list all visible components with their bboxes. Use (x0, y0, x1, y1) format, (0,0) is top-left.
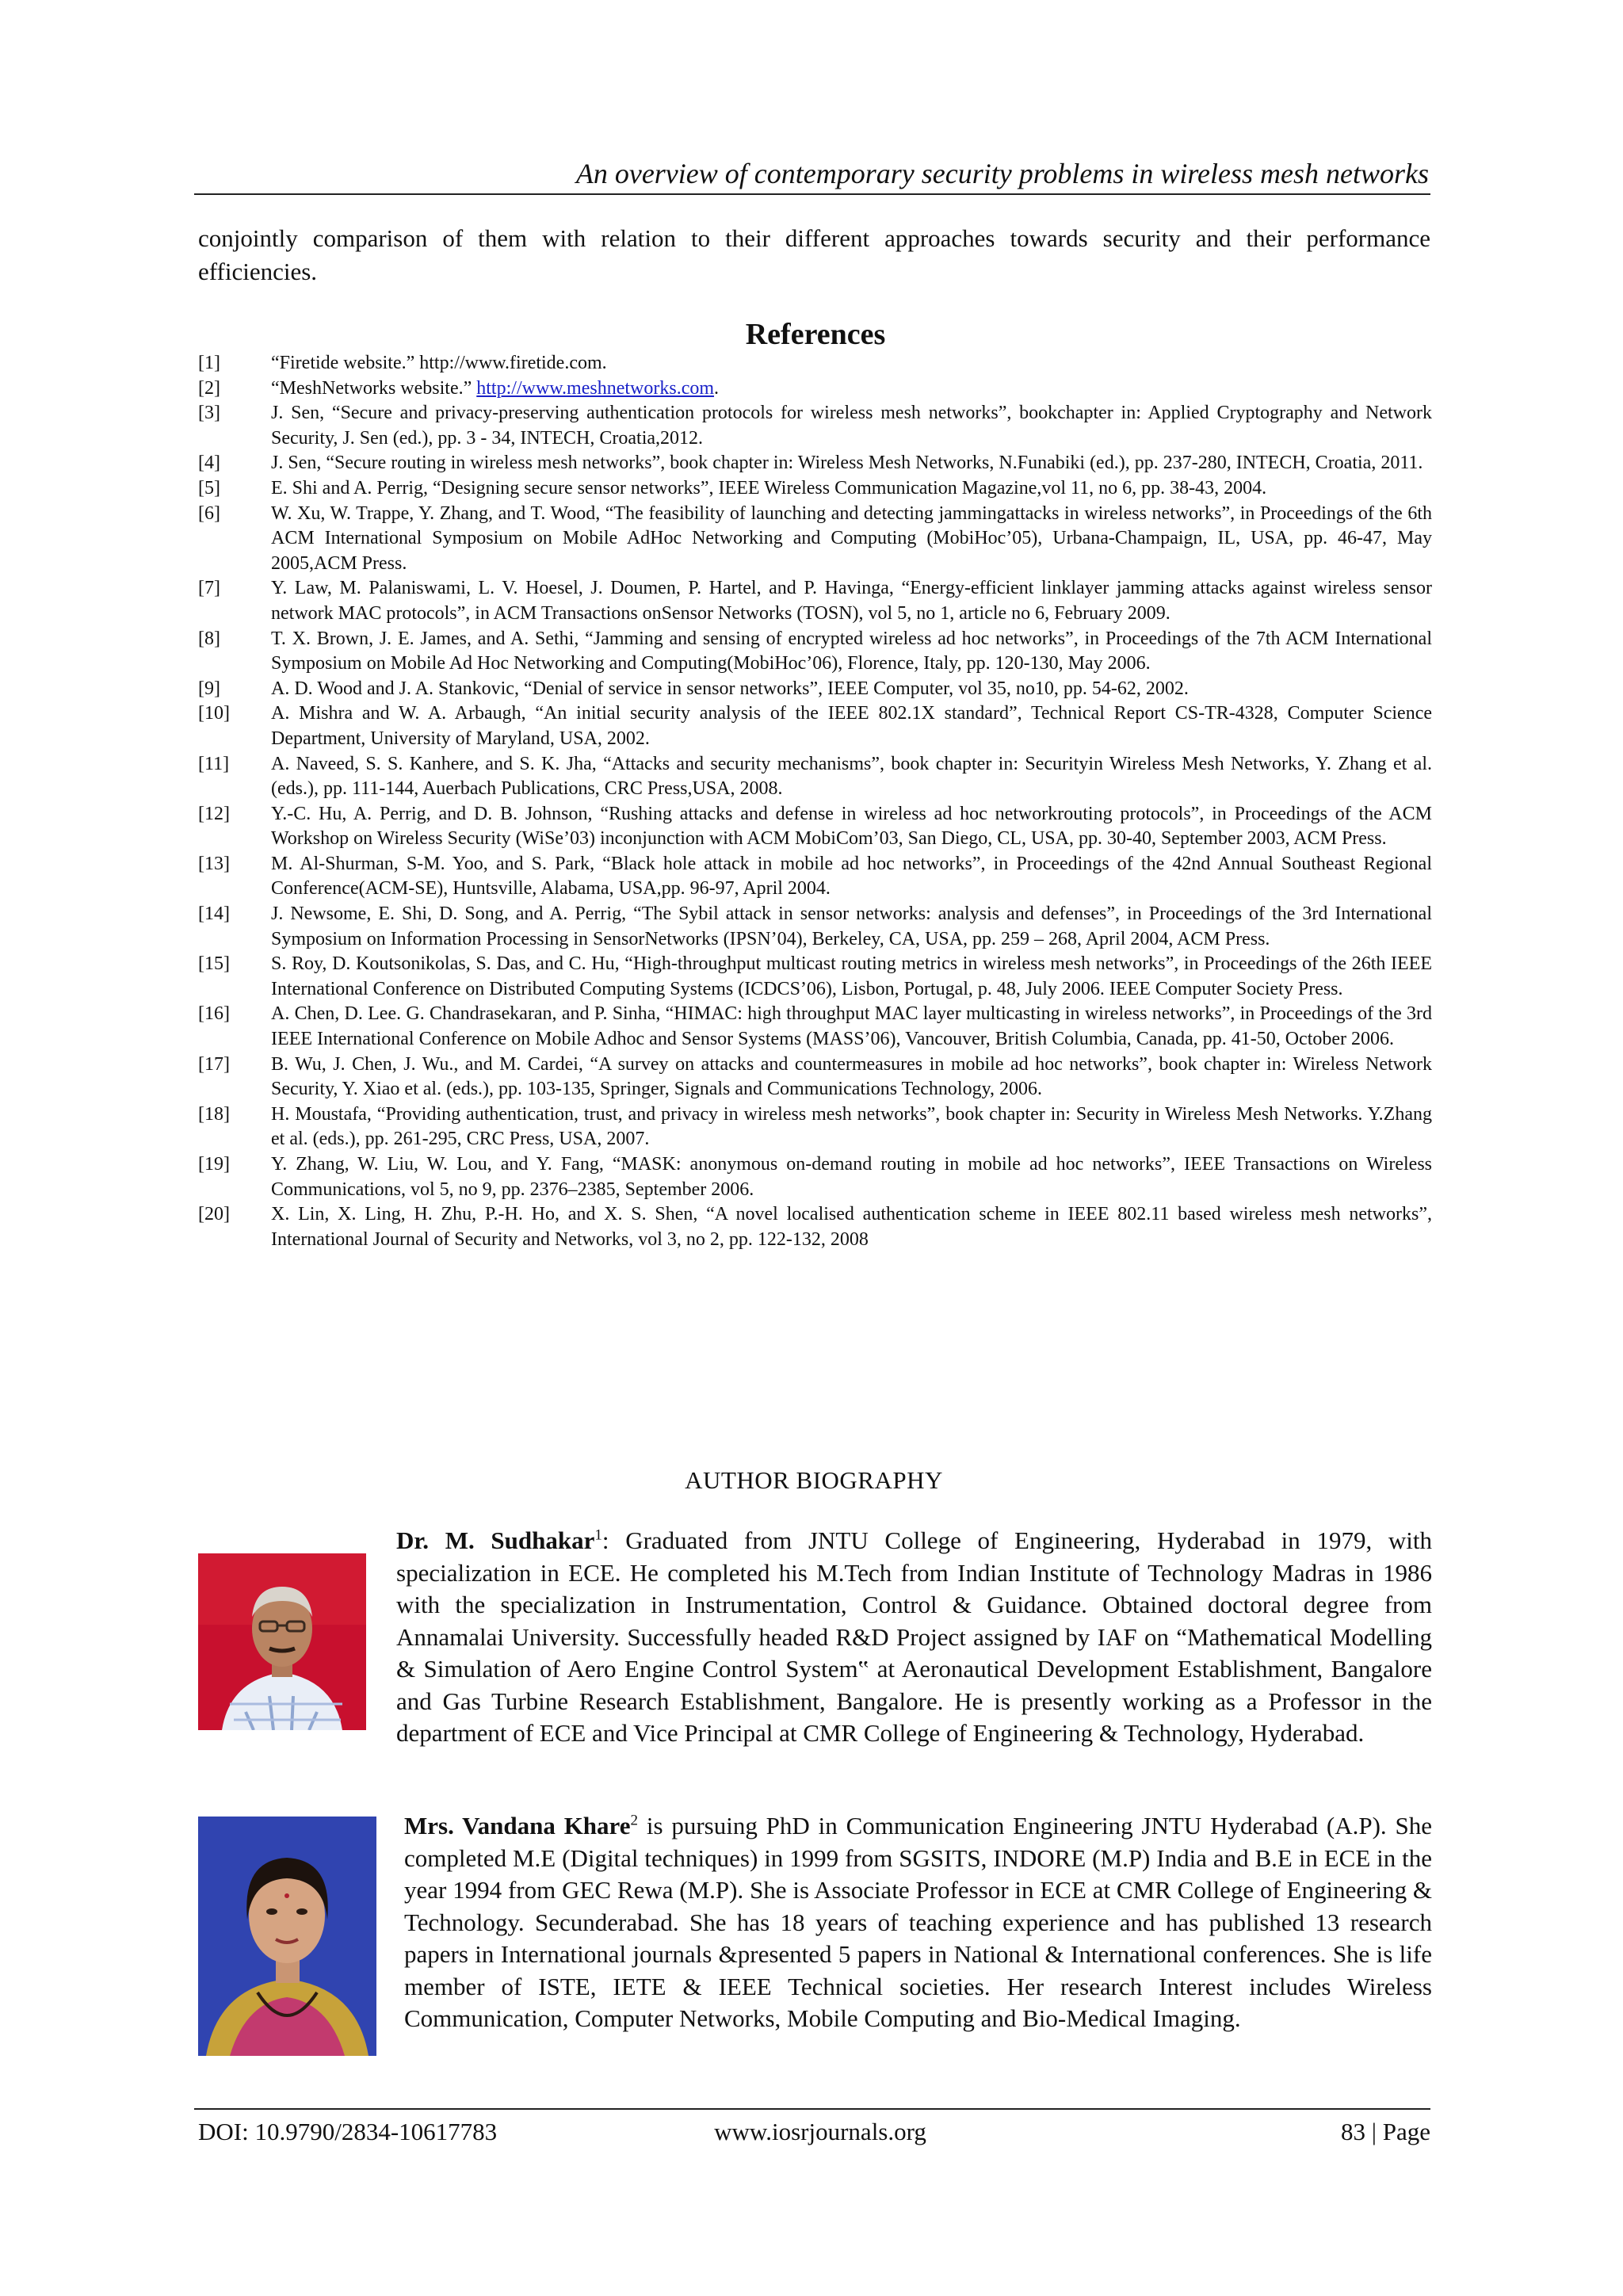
reference-text: J. Sen, “Secure and privacy-preserving authentication protocols for wireless mesh networks”, bookchapter in: Applied Cryptography and Network Security, J. Sen (ed.), pp. 3 - 34, INTECH, Croatia,2012. (271, 403, 1432, 449)
reference-text: X. Lin, X. Ling, H. Zhu, P.-H. Ho, and X. S. Shen, “A novel localised authentication scheme in IEEE 802.11 based wireless mesh networks”, International Journal of Security and Networks, vol 3, no 2, pp. 122-132, 2008 (271, 1204, 1432, 1250)
reference-item (198, 952, 1432, 1002)
reference-text: S. Roy, D. Koutsonikolas, S. Das, and C. Hu, “High-throughput multicast routing metrics in wireless mesh networks”, in Proceedings of the 26th IEEE International Conference on Distributed Computing Systems (ICDCS’06), Lisbon, Portugal, p. 48, July 2006. IEEE Computer Society Press. (271, 953, 1432, 999)
reference-number: [14] (198, 904, 230, 925)
reference-text: Y.-C. Hu, A. Perrig, and D. B. Johnson, “Rushing attacks and defense in wireless ad hoc networkrouting protocols”, in Proceedings of the ACM Workshop on Wireless Security (WiSe’03) inconjunction with ACM MobiCom’03, San Diego, CL, USA, pp. 30-40, September 2003, ACM Press. (271, 803, 1432, 850)
footer-rule (194, 2108, 1430, 2110)
reference-text: A. Mishra and W. A. Arbaugh, “An initial security analysis of the IEEE 802.1X standard”, Technical Report CS-TR-4328, Computer Science Department, University of Maryland, USA, 2002. (271, 703, 1432, 749)
reference-item (198, 1202, 1432, 1252)
running-head: An overview of contemporary security problems in wireless mesh networks (575, 158, 1429, 189)
footer-website: www.iosrjournals.org (714, 2118, 926, 2145)
reference-number: [13] (198, 853, 230, 874)
reference-item (198, 351, 1432, 376)
meshnetworks-link[interactable]: http://www.meshnetworks.com (476, 377, 715, 399)
reference-item (198, 752, 1432, 802)
intro-paragraph: conjointly comparison of them with relation to their different approaches towards security and their performance efficiencies. (198, 224, 1430, 285)
reference-text: A. Naveed, S. S. Kanhere, and S. K. Jha, “Attacks and security mechanisms”, book chapter in: Securityin Wireless Mesh Networks, Y. Zhang et al. (eds.), pp. 111-144, Auerbach Publications, CRC Press,USA, 2008. (271, 753, 1432, 800)
reference-text-part: . (714, 377, 720, 399)
reference-text (271, 376, 1432, 402)
reference-number: [3] (198, 403, 220, 424)
portrait-illustration (198, 1817, 376, 2056)
author-name: Dr. M. Sudhakar (396, 1526, 595, 1554)
author-bio-sudhakar (396, 1525, 1432, 1750)
reference-item (198, 1152, 1432, 1202)
reference-item (198, 852, 1432, 902)
reference-item (198, 701, 1432, 751)
reference-text: A. D. Wood and J. A. Stankovic, “Denial of service in sensor networks”, IEEE Computer, vol 35, no10, pp. 54-62, 2002. (271, 678, 1189, 699)
reference-number: [18] (198, 1103, 230, 1125)
reference-item (198, 401, 1432, 451)
reference-text-part: “MeshNetworks website.” (271, 377, 477, 399)
author-photo-sudhakar (198, 1553, 366, 1730)
author-photo-khare (198, 1817, 376, 2056)
reference-text: J. Newsome, E. Shi, D. Song, and A. Perrig, “The Sybil attack in sensor networks: analysis and defenses”, in Proceedings of the 3rd International Symposium on Information Processing in SensorNetworks (IPSN’04), Berkeley, CA, USA, pp. 259 – 268, April 2004, ACM Press. (271, 904, 1432, 949)
reference-text: A. Chen, D. Lee. G. Chandrasekaran, and P. Sinha, “HIMAC: high throughput MAC layer multicasting in wireless networks”, in Proceedings of the 3rd IEEE International Conference on Mobile Adhoc and Sensor Systems (MASS’06), Vancouver, British Columbia, Canada, pp. 41-50, October 2006. (271, 1003, 1432, 1050)
reference-number: [17] (198, 1053, 230, 1075)
reference-item (198, 902, 1432, 952)
author-affiliation-mark: 2 (630, 1812, 639, 1829)
reference-text: Y. Law, M. Palaniswami, L. V. Hoesel, J. Doumen, P. Hartel, and P. Havinga, “Energy-efficient linklayer jamming attacks against wireless sensor network MAC protocols”, in ACM Transactions onSensor Networks (TOSN), vol 5, no 1, article no 6, February 2009. (271, 578, 1432, 624)
references-heading: References (745, 318, 886, 351)
reference-item (198, 627, 1432, 677)
reference-item (198, 502, 1432, 577)
author-affiliation-mark: 1 (594, 1526, 602, 1544)
reference-item (198, 802, 1432, 852)
author-biography-heading: AUTHOR BIOGRAPHY (685, 1466, 943, 1494)
reference-item (198, 576, 1432, 626)
reference-number: [7] (198, 578, 220, 599)
reference-item (198, 451, 1432, 476)
reference-text: “Firetide website.” http://www.firetide.com. (271, 353, 607, 373)
author-bio-khare (404, 1810, 1432, 2035)
header-rule (194, 193, 1430, 195)
author-bio-text: : Graduated from JNTU College of Engineering, Hyderabad in 1979, with specialization in ECE. He completed his M.Tech from Indian Institute of Technology Madras in 1986 with the specialization in Instrumentation, Control & Guidance. Obtained doctoral degree from Annamalai University. Successfully headed R&D Project assigned by IAF on “Mathematical Modelling & Simulation of Aero Engine Control System‟ at Aeronautical Development Establishment, Bangalore and Gas Turbine Research Establishment, Bangalore. He is presently working as a Professor in the department of ECE and Vice Principal at CMR College of Engineering & Technology, Hyderabad. (396, 1526, 1432, 1747)
author-bio-text: is pursuing PhD in Communication Engineering JNTU Hyderabad (A.P). She completed M.E (Digital techniques) in 1999 from SGSITS, INDORE (M.P) India and B.E in ECE in the year 1994 from GEC Rewa (M.P). She is Associate Professor in ECE at CMR College of Engineering & Technology. Secunderabad. She has 18 years of teaching experience and has published 13 research papers in International journals &presented 5 papers in National & International conferences. She is life member of ISTE, IETE & IEEE Technical societies. Her research Interest includes Wireless Communication, Computer Networks, Mobile Computing and Bio-Medical Imaging. (404, 1812, 1433, 2032)
reference-item (198, 1052, 1432, 1102)
reference-number: [2] (198, 377, 220, 399)
author-name: Mrs. Vandana Khare (404, 1812, 631, 1839)
reference-number: [16] (198, 1003, 230, 1025)
reference-text: B. Wu, J. Chen, J. Wu., and M. Cardei, “A survey on attacks and countermeasures in mobile ad hoc networks”, book chapter in: Wireless Network Security, Y. Xiao et al. (eds.), pp. 103-135, Springer, Signals and Communications Technology, 2006. (271, 1053, 1432, 1100)
reference-item (198, 1002, 1432, 1052)
portrait-illustration (198, 1553, 366, 1730)
footer-page-number: 83 | Page (1341, 2118, 1430, 2145)
reference-number: [10] (198, 703, 230, 724)
references-list (198, 351, 1432, 1252)
footer-doi: DOI: 10.9790/2834-10617783 (198, 2118, 498, 2145)
reference-number: [20] (198, 1204, 230, 1225)
reference-number: [19] (198, 1154, 230, 1175)
reference-number: [6] (198, 502, 220, 524)
reference-text: H. Moustafa, “Providing authentication, trust, and privacy in wireless mesh networks”, book chapter in: Security in Wireless Mesh Networks. Y.Zhang et al. (eds.), pp. 261-295, CRC Press, USA, 2007. (271, 1103, 1432, 1150)
reference-item (198, 677, 1432, 702)
reference-text: W. Xu, W. Trappe, Y. Zhang, and T. Wood, “The feasibility of launching and detecting jammingattacks in wireless networks”, in Proceedings of the 6th ACM International Symposium on Mobile AdHoc Networking and Computing (MobiHoc’05), Urbana-Champaign, IL, USA, pp. 46-47, May 2005,ACM Press. (271, 502, 1432, 574)
reference-number: [12] (198, 803, 230, 824)
reference-text: T. X. Brown, J. E. James, and A. Sethi, “Jamming and sensing of encrypted wireless ad hoc networks”, in Proceedings of the 7th ACM International Symposium on Mobile Ad Hoc Networking and Computing(MobiHoc’06), Florence, Italy, pp. 120-130, May 2006. (271, 628, 1432, 674)
reference-number: [9] (198, 678, 220, 699)
reference-number: [4] (198, 453, 220, 474)
reference-text: E. Shi and A. Perrig, “Designing secure sensor networks”, IEEE Wireless Communication Magazine,vol 11, no 6, pp. 38-43, 2004. (271, 477, 1267, 499)
reference-number: [1] (198, 353, 220, 373)
reference-number: [15] (198, 953, 230, 975)
reference-item (198, 376, 1432, 402)
reference-item (198, 476, 1432, 502)
reference-item (198, 1102, 1432, 1152)
reference-number: [5] (198, 477, 220, 499)
reference-text: M. Al-Shurman, S-M. Yoo, and S. Park, “Black hole attack in mobile ad hoc networks”, in Proceedings of the 42nd Annual Southeast Regional Conference(ACM-SE), Huntsville, Alabama, USA,pp. 96-97, April 2004. (271, 853, 1432, 900)
reference-number: [8] (198, 628, 220, 649)
reference-text: J. Sen, “Secure routing in wireless mesh networks”, book chapter in: Wireless Mesh Networks, N.Funabiki (ed.), pp. 237-280, INTECH, Croatia, 2011. (271, 453, 1423, 474)
reference-number: [11] (198, 753, 230, 774)
reference-text: Y. Zhang, W. Liu, W. Lou, and Y. Fang, “MASK: anonymous on-demand routing in mobile ad hoc networks”, IEEE Transactions on Wireless Communications, vol 5, no 9, pp. 2376–2385, September 2006. (271, 1154, 1432, 1200)
